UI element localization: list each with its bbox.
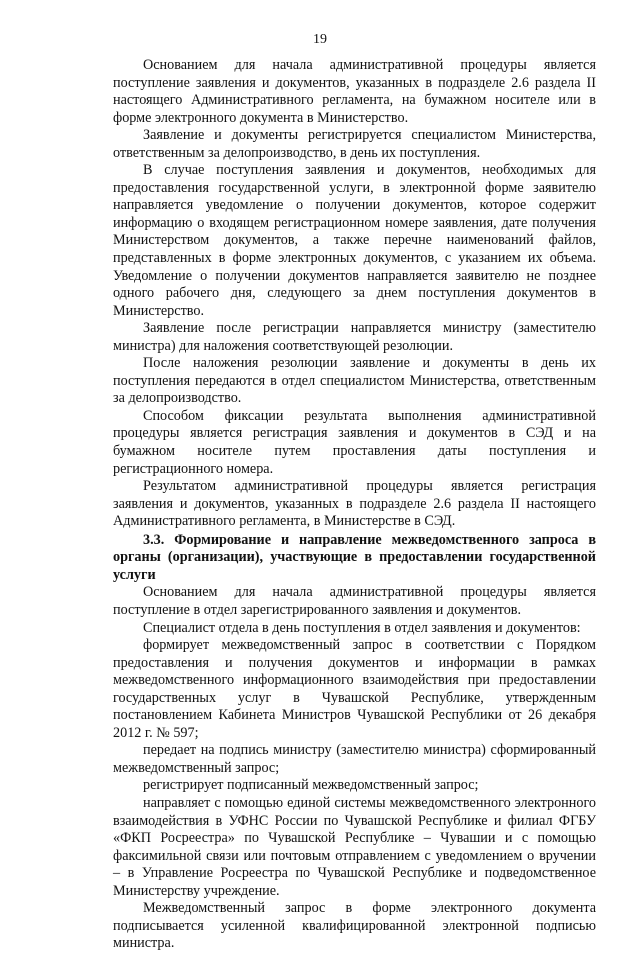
list-item: передает на подпись министру (заместителю министра) сформированный межведомственный запрос; — [113, 742, 596, 776]
document-body — [113, 57, 596, 953]
paragraph: Заявление после регистрации направляется министру (заместителю министра) для наложения соответствующей резолюции. — [113, 320, 596, 354]
paragraph: Результатом административной процедуры является регистрация заявления и документов, указанных в подразделе 2.6 раздела II настоящего Административного регламента, в Министерстве в СЭД. — [113, 478, 596, 530]
paragraph: В случае поступления заявления и документов, необходимых для предоставления государственной услуги, в электронной форме заявителю направляется уведомление о получении документов, которое содержит информацию о входящем регистрационном номере заявления, дате получения Министерством документов, а также перечне наименований файлов, представленных в форме электронных документов, с указанием их объема. Уведомление о получении документов направляется заявителю не позднее одного рабочего дня, следующего за днем поступления документов в Министерство. — [113, 162, 596, 319]
paragraph: Способом фиксации результата выполнения административной процедуры является регистрация заявления и документов в СЭД и на бумажном носителе путем проставления даты поступления и регистрационного номера. — [113, 407, 596, 477]
list-item: регистрирует подписанный межведомственный запрос; — [143, 777, 479, 794]
paragraph: Межведомственный запрос в форме электронного документа подписывается усиленной квалифицированной электронной подписью министра. — [113, 900, 596, 952]
paragraph: Специалист отдела в день поступления в отдел заявления и документов: — [143, 619, 581, 636]
list-item: формирует межведомственный запрос в соответствии с Порядком предоставления и получения документов и информации в рамках межведомственного информационного взаимодействия при предоставлении государственных услуг в Чувашской Республике, утвержденным постановлением Кабинета Министров Чувашской Республики от 26 декабря 2012 г. № 597; — [113, 637, 596, 741]
paragraph: После наложения резолюции заявление и документы в день их поступления передаются в отдел специалистом Министерства, ответственным за делопроизводство. — [113, 355, 596, 407]
list-item: направляет с помощью единой системы межведомственного электронного взаимодействия в УФНС России по Чувашской Республике и филиал ФГБУ «ФКП Росреестра» по Чувашской Республике – Чувашии и с помощью факсимильной связи или почтовым отправлением с уведомлением о вручении – в Управление Росреестра по Чувашской Республике и подведомственное Министерству учреждение. — [113, 794, 596, 899]
paragraph: Заявление и документы регистрируется специалистом Министерства, ответственным за делопроизводство, в день их поступления. — [113, 127, 596, 161]
section-heading: 3.3. Формирование и направление межведомственного запроса в органы (организации), участвующие в предоставлении государственной услуги — [113, 531, 596, 583]
page-number: 19 — [313, 32, 327, 47]
paragraph: Основанием для начала административной процедуры является поступление заявления и документов, указанных в подразделе 2.6 раздела II настоящего Административного регламента, на бумажном носителе или в форме электронного документа в Министерство. — [113, 57, 596, 126]
paragraph: Основанием для начала административной процедуры является поступление в отдел зарегистрированного заявления и документов. — [113, 584, 596, 618]
